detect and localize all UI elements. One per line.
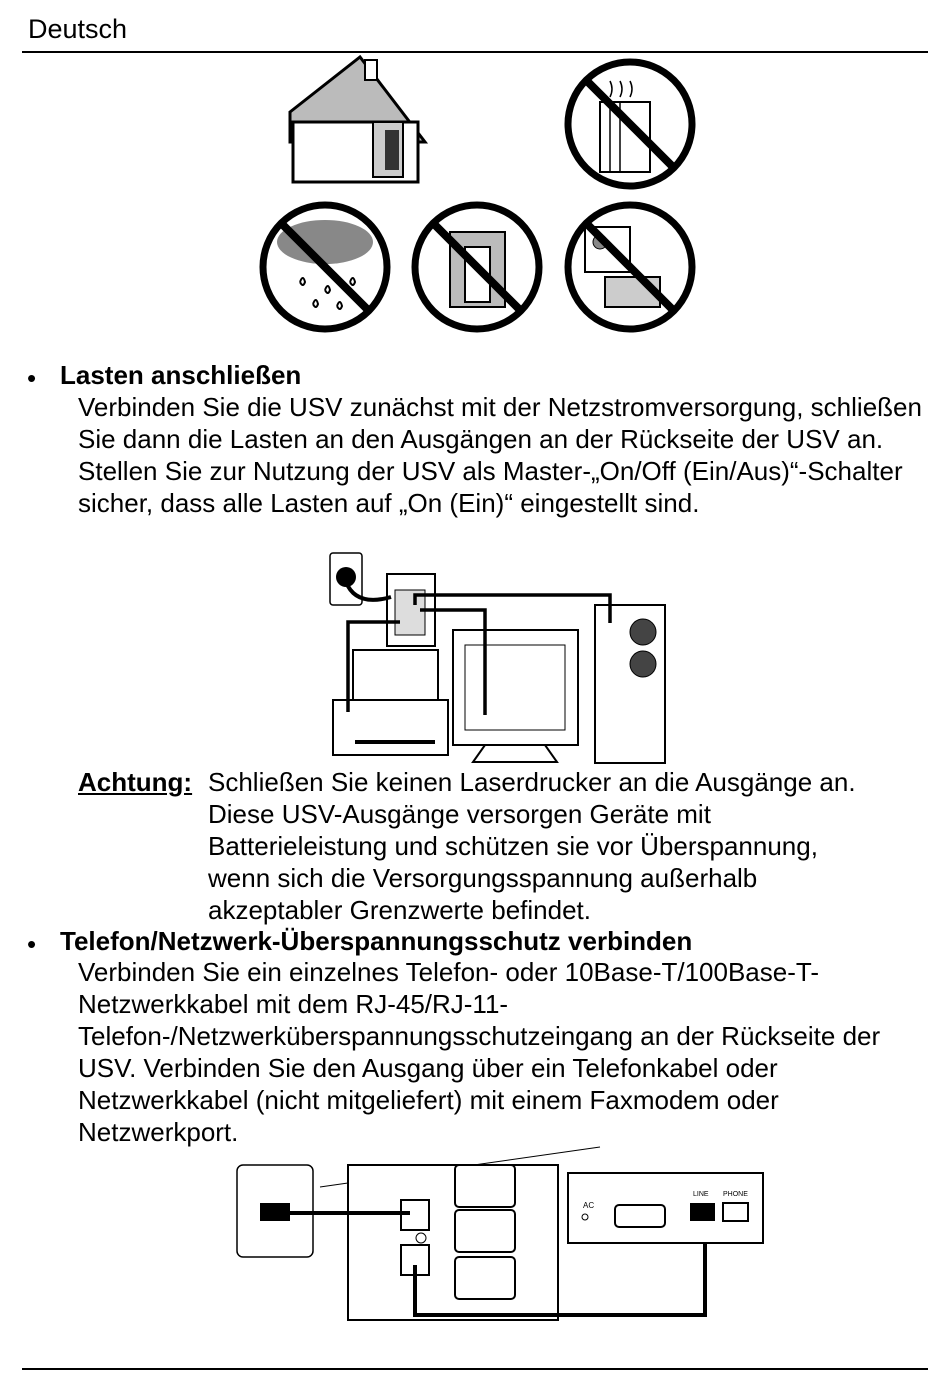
footer-rule <box>22 1368 928 1370</box>
warning-line: wenn sich die Versorgungsspannung außerhalb <box>208 863 758 893</box>
warning-text <box>200 766 940 926</box>
printer <box>333 700 448 755</box>
network-connection-diagram <box>235 1145 770 1325</box>
warning-line: Diese USV-Ausgänge versorgen Geräte mit <box>208 799 711 829</box>
warning-line: Batterieleistung und schützen sie vor Überspannung, <box>208 831 818 861</box>
no-enclosure-icon <box>415 205 539 329</box>
no-sunlight-icon <box>568 205 692 329</box>
section-title-network: Telefon/Netzwerk-Überspannungsschutz verbinden <box>60 926 693 956</box>
house-ups-icon <box>290 57 425 182</box>
ups-back-panel <box>348 1165 558 1320</box>
header-language: Deutsch <box>28 14 128 44</box>
warning-line: Schließen Sie keinen Laserdrucker an die Ausgänge an. <box>208 767 856 797</box>
warning-line: akzeptabler Grenzwerte befindet. <box>208 895 591 925</box>
modem-line-label: LINE <box>693 1191 709 1198</box>
warning-label: Achtung: <box>78 767 193 797</box>
section-body-network: Verbinden Sie ein einzelnes Telefon- oder 10Base-T/100Base-T-Netzwerkkabel mit dem RJ-45/RJ-11-Telefon-/Netzwerküberspannungsschutzeingang an der Rückseite der USV. Verbinden Sie den Ausgang über ein Telefonkabel oder Netzwerkkabel (nicht mitgeliefert) mit einem Faxmodem oder Netzwerkport. <box>78 957 881 1147</box>
modem-phone-label: PHONE <box>723 1191 748 1198</box>
bullet-loads: • <box>27 363 37 393</box>
section-body-loads: Verbinden Sie die USV zunächst mit der Netzstromversorgung, schließen Sie dann die Lasten an den Ausgängen an der Rückseite der USV an. Stellen Sie zur Nutzung der USV als Master-„On/Off (Ein/Aus)“-Schalter sicher, dass alle Lasten auf „On (Ein)“ eingestellt sind. <box>78 392 922 518</box>
modem-ac-label: AC <box>583 1201 595 1210</box>
no-heater-icon <box>568 62 692 186</box>
load-connection-diagram <box>325 550 675 765</box>
placement-illustrations <box>255 52 705 337</box>
section-title-loads: Lasten anschließen <box>60 360 302 390</box>
bullet-network: • <box>27 929 37 959</box>
no-rain-icon <box>263 205 387 329</box>
